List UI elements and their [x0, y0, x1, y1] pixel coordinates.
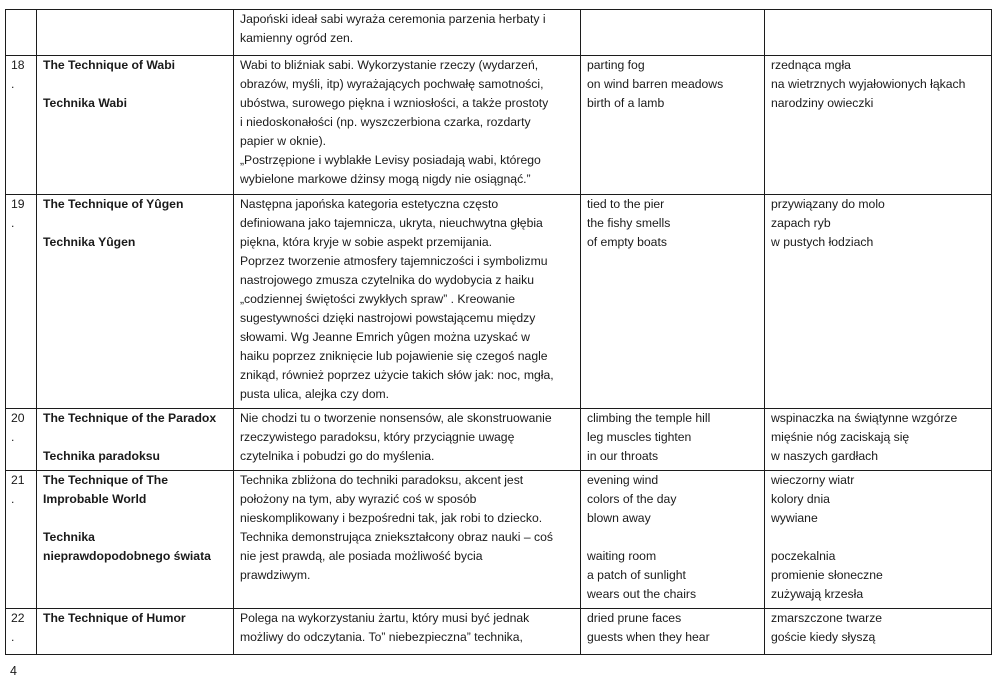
description-cell: [234, 10, 581, 56]
description-line: piękna, która kryje w sobie aspekt przemijania.: [240, 235, 492, 249]
row-number: 20: [11, 411, 25, 425]
description-line: Wabi to bliźniak sabi. Wykorzystanie rzeczy (wydarzeń,: [240, 58, 539, 72]
technique-name-en: The Technique of Yûgen: [43, 197, 184, 211]
row-number-cell: [6, 409, 37, 471]
haiku-line: goście kiedy słyszą: [771, 630, 876, 644]
row-number-dot: .: [11, 216, 15, 230]
row-number: 18: [11, 58, 25, 72]
haiku-line: climbing the temple hill: [587, 411, 711, 425]
haiku-line: na wietrznych wyjałowionych łąkach: [771, 77, 966, 91]
description-cell: [234, 56, 581, 195]
technique-name-cell: [37, 609, 234, 655]
page-number: 4: [10, 664, 17, 678]
row-number-cell: [6, 609, 37, 655]
haiku-line: mięśnie nóg zaciskają się: [771, 430, 910, 444]
haiku-line: wywiane: [771, 511, 818, 525]
description-line: wybielone markowe dżinsy mogą nigdy nie osiągnąć.”: [240, 172, 531, 186]
table-row: [6, 471, 992, 609]
table-row: [6, 609, 992, 655]
description-line: nastrojowego zmusza czytelnika do wydobycia z haiku: [240, 273, 534, 287]
haiku-line: leg muscles tighten: [587, 430, 692, 444]
table-row: [6, 56, 992, 195]
technique-name-cell: [37, 409, 234, 471]
technique-name-en: Improbable World: [43, 492, 147, 506]
description-line: Technika zbliżona do techniki paradoksu, akcent jest: [240, 473, 524, 487]
haiku-line: zmarszczone twarze: [771, 611, 883, 625]
haiku-line: tied to the pier: [587, 197, 665, 211]
description-line: słowami. Wg Jeanne Emrich yûgen można uzyskać w: [240, 330, 530, 344]
haiku-line: a patch of sunlight: [587, 568, 686, 582]
table-row: [6, 195, 992, 409]
technique-name-en: The Technique of The: [43, 473, 169, 487]
haiku-polish-cell: [765, 56, 992, 195]
description-line: znikąd, również poprzez użycie takich słów jak: noc, mgła,: [240, 368, 554, 382]
description-line: położony na tym, aby wyrazić coś w sposób: [240, 492, 477, 506]
description-cell: [234, 609, 581, 655]
row-number-dot: .: [11, 630, 15, 644]
description-cell: [234, 471, 581, 609]
description-line: definiowana jako tajemnicza, ukryta, nieuchwytna głębia: [240, 216, 543, 230]
haiku-line: in our throats: [587, 449, 659, 463]
haiku-line: rzednąca mgła: [771, 58, 851, 72]
description-line: sugestywności dzięki nastrojowi powstającemu między: [240, 311, 536, 325]
table-row: [6, 10, 992, 56]
technique-name-en: The Technique of Wabi: [43, 58, 176, 72]
description-line: prawdziwym.: [240, 568, 311, 582]
description-line: papier w oknie).: [240, 134, 327, 148]
description-line: Polega na wykorzystaniu żartu, który musi być jednak: [240, 611, 530, 625]
spacer: [43, 214, 227, 233]
spacer: [587, 528, 758, 547]
description-line: możliwy do odczytania. To” niebezpieczna” technika,: [240, 630, 523, 644]
technique-name-cell: [37, 471, 234, 609]
haiku-line: the fishy smells: [587, 216, 671, 230]
description-cell: [234, 195, 581, 409]
row-number: 22: [11, 611, 25, 625]
haiku-english-cell: [581, 609, 765, 655]
description-line: czytelnika i pobudzi go do myślenia.: [240, 449, 435, 463]
haiku-english-cell: [581, 409, 765, 471]
haiku-line: of empty boats: [587, 235, 667, 249]
row-number-cell: [6, 195, 37, 409]
spacer: [43, 428, 227, 447]
haiku-line: poczekalnia: [771, 549, 836, 563]
haiku-line: w naszych gardłach: [771, 449, 879, 463]
technique-name-cell: [37, 56, 234, 195]
table-row: [6, 409, 992, 471]
haiku-line: wieczorny wiatr: [771, 473, 855, 487]
technique-name-pl: Technika Wabi: [43, 96, 127, 110]
description-line: nie jest prawdą, ale posiada możliwość bycia: [240, 549, 483, 563]
spacer: [43, 509, 227, 528]
row-number: 19: [11, 197, 25, 211]
description-line: ubóstwa, surowego piękna i wzniosłości, a także prostoty: [240, 96, 549, 110]
haiku-line: waiting room: [587, 549, 657, 563]
haiku-line: narodziny owieczki: [771, 96, 874, 110]
haiku-line: birth of a lamb: [587, 96, 665, 110]
haiku-polish-cell: [765, 195, 992, 409]
haiku-line: zapach ryb: [771, 216, 831, 230]
description-line: Technika demonstrująca zniekształcony obraz nauki – coś: [240, 530, 553, 544]
technique-name-cell: [37, 195, 234, 409]
haiku-line: kolory dnia: [771, 492, 830, 506]
haiku-polish-cell: [765, 409, 992, 471]
haiku-line: on wind barren meadows: [587, 77, 724, 91]
technique-name-pl: nieprawdopodobnego świata: [43, 549, 211, 563]
haiku-english-cell: [581, 471, 765, 609]
row-number-dot: .: [11, 430, 15, 444]
description-line: haiku poprzez zniknięcie lub pojawienie się czegoś nagle: [240, 349, 548, 363]
haiku-line: guests when they hear: [587, 630, 710, 644]
technique-name-pl: Technika paradoksu: [43, 449, 160, 463]
description-line: „codziennej świętości zwykłych spraw” . Kreowanie: [240, 292, 515, 306]
description-line: Japoński ideał sabi wyraża ceremonia parzenia herbaty i: [240, 12, 546, 26]
description-line: Nie chodzi tu o tworzenie nonsensów, ale skonstruowanie: [240, 411, 552, 425]
description-line: kamienny ogród zen.: [240, 31, 354, 45]
haiku-english-cell: [581, 56, 765, 195]
description-line: i niedoskonałości (np. wyszczerbiona czarka, rozdarty: [240, 115, 531, 129]
haiku-line: colors of the day: [587, 492, 677, 506]
row-number-cell: [6, 56, 37, 195]
row-number-dot: .: [11, 492, 15, 506]
spacer: [43, 75, 227, 94]
haiku-line: parting fog: [587, 58, 645, 72]
haiku-line: blown away: [587, 511, 651, 525]
technique-name-en: The Technique of the Paradox: [43, 411, 217, 425]
haiku-line: zużywają krzesła: [771, 587, 864, 601]
haiku-techniques-table: [5, 9, 992, 655]
technique-name-cell: [37, 10, 234, 56]
description-line: rzeczywistego paradoksu, który przyciągnie uwagę: [240, 430, 515, 444]
spacer: [771, 528, 985, 547]
description-line: Poprzez tworzenie atmosfery tajemniczości i symbolizmu: [240, 254, 548, 268]
row-number-cell: [6, 10, 37, 56]
description-cell: [234, 409, 581, 471]
haiku-polish-cell: [765, 471, 992, 609]
haiku-line: przywiązany do molo: [771, 197, 885, 211]
haiku-line: wears out the chairs: [587, 587, 697, 601]
haiku-english-cell: [581, 195, 765, 409]
haiku-english-cell: [581, 10, 765, 56]
description-line: obrazów, myśli, itp) wyrażających pochwałę samotności,: [240, 77, 544, 91]
description-line: pusta ulica, alejka czy dom.: [240, 387, 390, 401]
technique-name-en: The Technique of Humor: [43, 611, 186, 625]
description-line: nieskomplikowany i bezpośredni tak, jak robi to dziecko.: [240, 511, 543, 525]
row-number: 21: [11, 473, 25, 487]
haiku-polish-cell: [765, 10, 992, 56]
row-number-dot: .: [11, 77, 15, 91]
haiku-line: w pustych łodziach: [771, 235, 874, 249]
haiku-line: evening wind: [587, 473, 659, 487]
description-line: „Postrzępione i wyblakłe Levisy posiadają wabi, którego: [240, 153, 541, 167]
row-number-cell: [6, 471, 37, 609]
haiku-line: wspinaczka na świątynne wzgórze: [771, 411, 958, 425]
haiku-polish-cell: [765, 609, 992, 655]
description-line: Następna japońska kategoria estetyczna często: [240, 197, 499, 211]
haiku-line: dried prune faces: [587, 611, 682, 625]
haiku-line: promienie słoneczne: [771, 568, 883, 582]
technique-name-pl: Technika Yûgen: [43, 235, 136, 249]
technique-name-pl: Technika: [43, 530, 95, 544]
